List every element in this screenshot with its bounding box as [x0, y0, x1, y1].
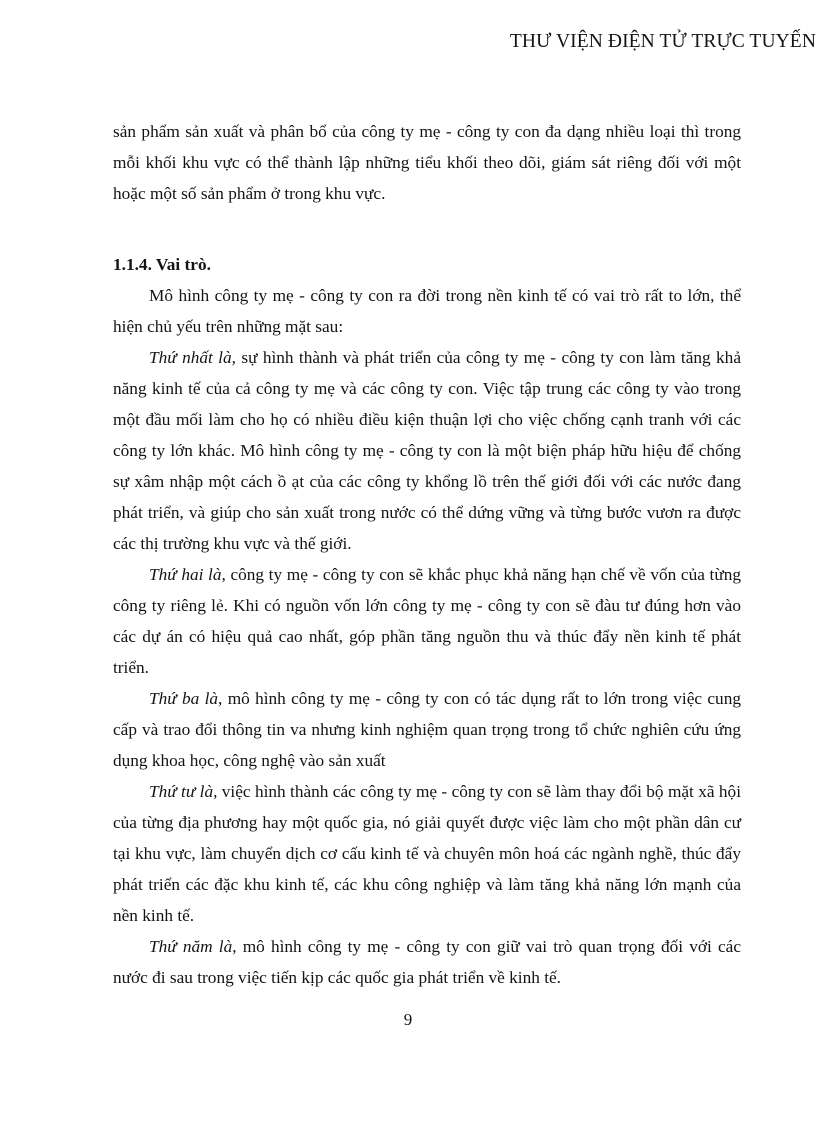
- point-paragraph-5: [113, 931, 741, 993]
- point-lead: Thứ tư là: [149, 782, 214, 801]
- point-paragraph-3: [113, 683, 741, 776]
- point-lead: Thứ ba là: [149, 689, 219, 708]
- point-paragraph-2: [113, 559, 741, 683]
- section-heading: 1.1.4. Vai trò.: [113, 255, 211, 274]
- intro-paragraph: Mô hình công ty mẹ - công ty con ra đời trong nền kinh tế có vai trò rất to lớn, thể hiện chủ yếu trên những mặt sau:: [113, 286, 741, 336]
- document-body: [113, 116, 741, 993]
- point-lead: Thứ hai là: [149, 565, 222, 584]
- point-paragraph-1: [113, 342, 741, 559]
- point-lead: Thứ nhất là,: [149, 348, 236, 367]
- point-text: , việc hình thành các công ty mẹ - công ty con sẽ làm thay đổi bộ mặt xã hội của từng địa phương hay một quốc gia, nó giải quyết được việc làm cho một phần dân cư tại khu vực, làm chuyển dịch cơ cấu kinh tế và chuyên môn hoá các ngành nghề, thúc đẩy phát triển các đặc khu kinh tế, các khu công nghiệp và làm tăng khả năng lớn mạnh của nền kinh tế.: [113, 782, 741, 925]
- point-text: , công ty mẹ - công ty con sẽ khắc phục khả năng hạn chế về vốn của từng công ty riêng lẻ. Khi có nguồn vốn lớn công ty mẹ - công ty con sẽ đàu tư đúng hơn vào các dự án có hiệu quả cao nhất, góp phần tăng nguồn thu và thúc đẩy nền kinh tế phát triển.: [113, 565, 741, 677]
- point-text: sự hình thành và phát triển của công ty mẹ - công ty con làm tăng khả năng kinh tế của cả công ty mẹ và các công ty con. Việc tập trung các công ty vào trong một đầu mối làm cho họ có nhiều điều kiện thuận lợi cho việc chống cạnh tranh với các công ty lớn khác. Mô hình công ty mẹ - công ty con là một biện pháp hữu hiệu để chống sự xâm nhập một cách ồ ạt của các công ty khổng lồ trên thế giới đối với các nước đang phát triển, và giúp cho sản xuất trong nước có thể dứng vững và từng bước vươn ra được các thị trường khu vực và thế giới.: [113, 348, 741, 553]
- point-text: , mô hình công ty mẹ - công ty con giữ vai trò quan trọng đối với các nước đi sau trong việc tiến kịp các quốc gia phát triển về kinh tế.: [113, 937, 741, 987]
- point-text: , mô hình công ty mẹ - công ty con có tác dụng rất to lớn trong việc cung cấp và trao đổi thông tin va nhưng kinh nghiệm quan trọng trong tổ chức nghiên cứu ứng dụng khoa học, công nghệ vào sản xuất: [113, 689, 741, 770]
- point-paragraph-4: [113, 776, 741, 931]
- point-lead: Thứ năm là: [149, 937, 233, 956]
- page-number: 9: [403, 1010, 413, 1029]
- page-header-title: THƯ VIỆN ĐIỆN TỬ TRỰC TUYẾN: [509, 31, 816, 52]
- continuation-paragraph: sản phẩm sản xuất và phân bổ của công ty mẹ - công ty con đa dạng nhiều loại thì trong mỗi khối khu vực có thể thành lập những tiểu khối theo dõi, giám sát riêng đối với một hoặc một số sản phẩm ở trong khu vực.: [113, 122, 741, 203]
